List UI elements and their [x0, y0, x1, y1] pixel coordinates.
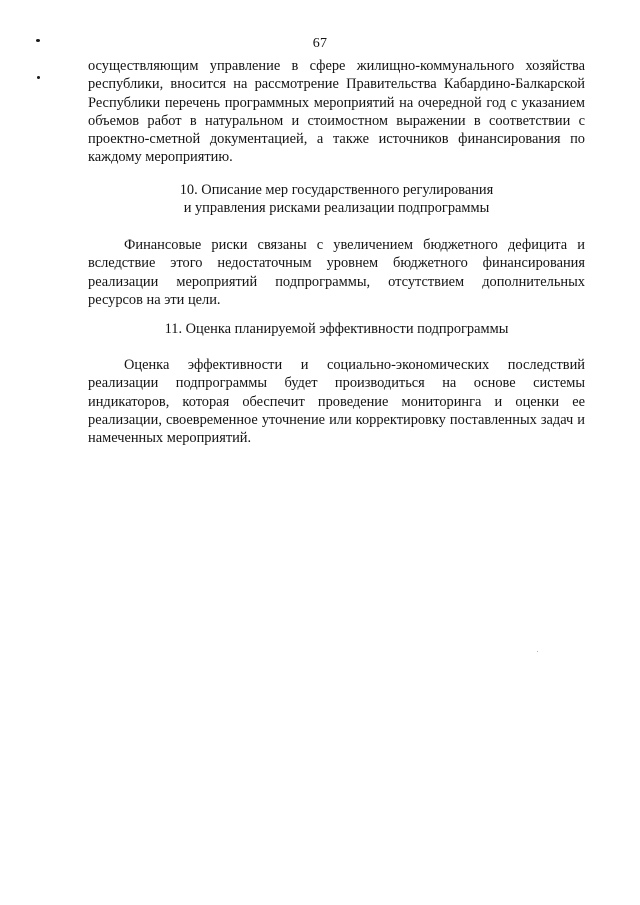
paragraph-efficiency-assessment	[88, 356, 585, 447]
section-heading-line: и управления рисками реализации подпрограммы	[183, 200, 490, 217]
scan-speck	[537, 651, 538, 652]
page-number: 67	[312, 36, 328, 51]
paragraph-text: Оценка эффективности и социально-экономических последствий реализации подпрограммы будет производиться на основе системы индикаторов, которая обеспечит проведение мониторинга и оценки ее реализации, своевременное уточнение или корректировку поставленных задач и намеченных мероприятий.	[88, 357, 585, 447]
paragraph-text: Финансовые риски связаны с увеличением бюджетного дефицита и вследствие этого недостаточным уровнем бюджетного финансирования реализации мероприятий подпрограммы, отсутствием дополнительных ресурсов на эти цели.	[88, 237, 585, 308]
scan-speck	[37, 76, 40, 79]
paragraph-continuation	[88, 57, 585, 167]
section-heading-10	[88, 181, 585, 218]
paragraph-financial-risks	[88, 236, 585, 309]
section-heading-line: 11. Оценка планируемой эффективности подпрограммы	[164, 321, 509, 337]
section-heading-11	[88, 320, 585, 338]
section-heading-line: 10. Описание мер государственного регулирования	[179, 182, 494, 198]
paragraph-text: осуществляющим управление в сфере жилищно-коммунального хозяйства республики, вносится на рассмотрение Правительства Кабардино-Балкарской Республики перечень программных мероприятий на очередной год с указанием объемов работ в натуральном и стоимостном выражении в соответствии с проектно-сметной документацией, а также источников финансирования по каждому мероприятию.	[88, 58, 585, 166]
